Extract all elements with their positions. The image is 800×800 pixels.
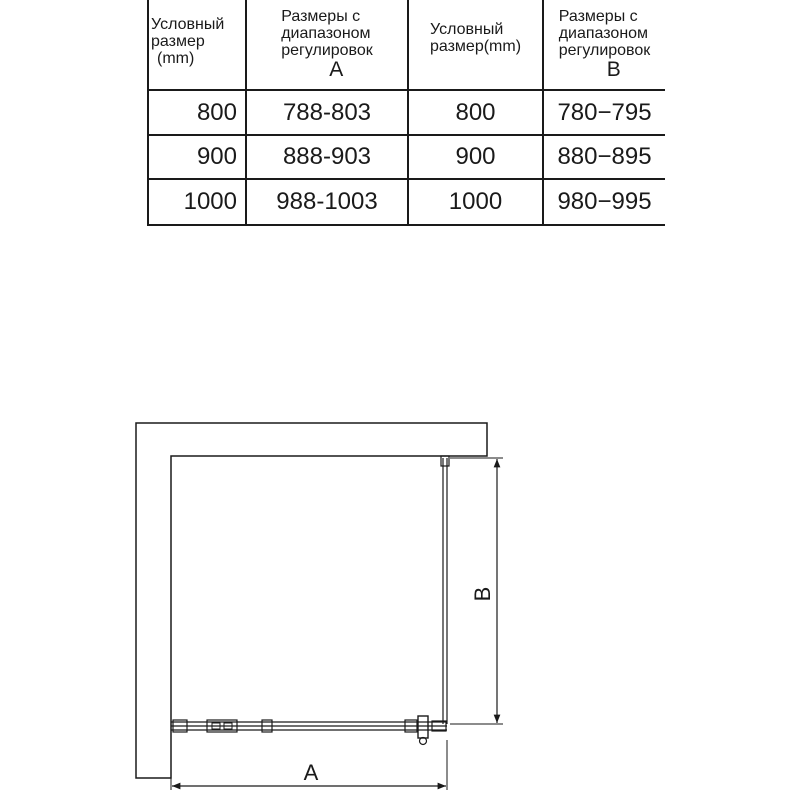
table-cell: 800	[196, 98, 237, 126]
header-range-a-line3: регулировок	[281, 41, 373, 59]
wall-outline	[136, 423, 487, 778]
header-range-a-line2: диапазоном	[281, 24, 371, 42]
header-range-a-letter: A	[329, 57, 344, 81]
header-range-b-line1: Размеры с	[558, 7, 638, 25]
dimension-b-label: B	[470, 586, 495, 602]
header-range-b-line2: диапазоном	[558, 24, 649, 42]
header-size-b-line2: размер(mm)	[429, 37, 522, 55]
table-cell: 780−795	[557, 98, 652, 126]
header-range-a-line1: Размеры с	[281, 7, 361, 25]
header-size-a-line2: размер	[151, 33, 205, 50]
dimension-a-label: A	[303, 760, 319, 785]
header-size-b-line1: Условный	[429, 20, 504, 38]
header-size-a-line1: Условный	[151, 16, 225, 33]
header-size-a-line3: (mm)	[157, 50, 195, 67]
table-cell: 888-903	[282, 143, 372, 170]
table-cell: 900	[196, 143, 237, 170]
table-cell: 900	[455, 143, 496, 170]
table-cell: 1000	[448, 188, 503, 215]
table-cell: 788-803	[282, 98, 372, 126]
side-glass-panel	[441, 456, 449, 724]
table-cell: 880−895	[557, 143, 652, 170]
table-cell: 800	[455, 98, 496, 126]
table-cell: 1000	[183, 188, 237, 215]
header-range-b-letter: B	[606, 57, 621, 81]
table-cell: 988-1003	[276, 188, 378, 215]
sliding-door-rail	[171, 720, 447, 732]
table-cell: 980−995	[557, 188, 652, 215]
header-range-b-line3: регулировок	[558, 41, 651, 59]
